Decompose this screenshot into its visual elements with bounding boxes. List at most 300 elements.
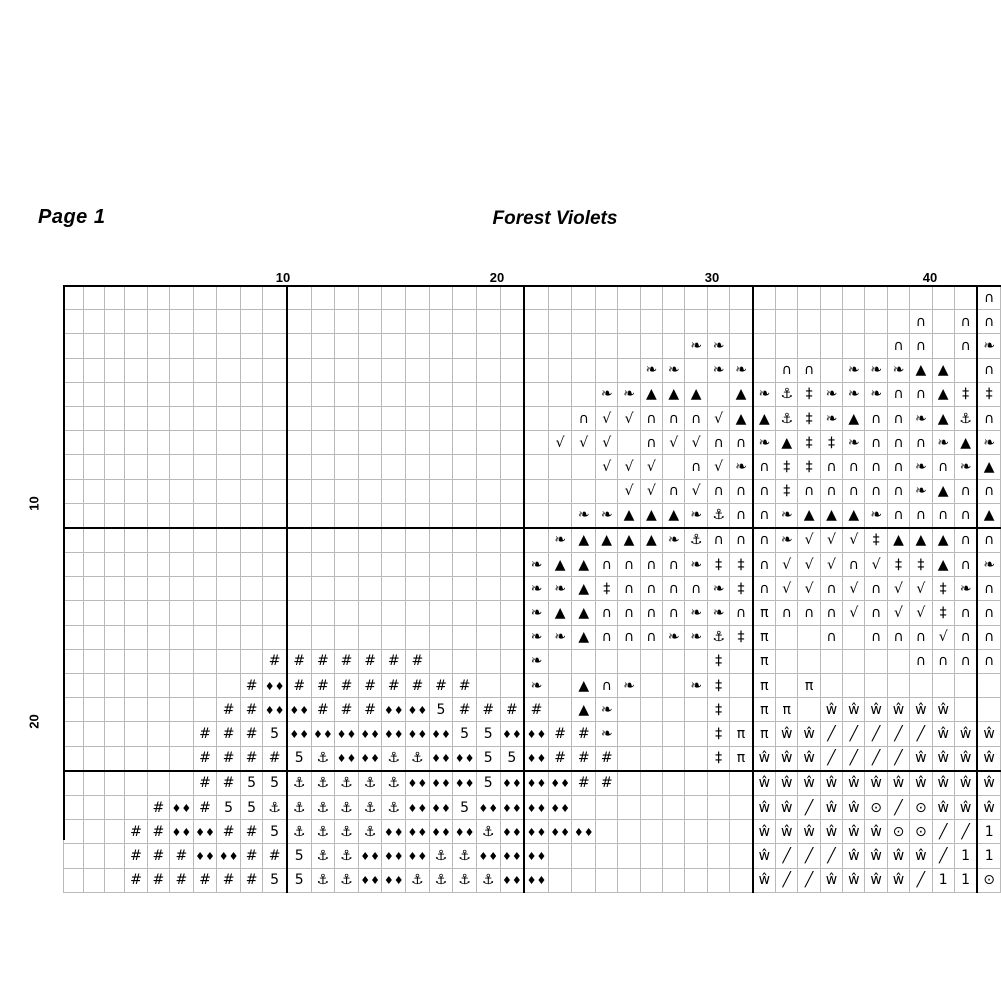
chart-cell-pi[interactable] xyxy=(753,649,776,673)
chart-cell-what[interactable] xyxy=(977,746,1000,771)
chart-cell-what[interactable] xyxy=(753,771,776,796)
chart-cell-empty[interactable] xyxy=(64,698,84,722)
chart-cell-tri[interactable] xyxy=(663,382,685,406)
chart-cell-dots[interactable] xyxy=(524,820,548,844)
chart-cell-empty[interactable] xyxy=(104,795,124,819)
chart-cell-hash[interactable] xyxy=(263,746,287,771)
chart-cell-hash[interactable] xyxy=(335,674,359,698)
chart-cell-dots[interactable] xyxy=(263,674,287,698)
chart-cell-what[interactable] xyxy=(887,844,909,868)
chart-cell-what[interactable] xyxy=(798,820,820,844)
chart-cell-empty[interactable] xyxy=(663,286,685,310)
chart-cell-empty[interactable] xyxy=(147,358,169,382)
chart-cell-empty[interactable] xyxy=(311,577,335,601)
chart-cell-hash[interactable] xyxy=(170,868,194,892)
chart-cell-empty[interactable] xyxy=(263,406,287,430)
chart-cell-empty[interactable] xyxy=(335,382,359,406)
chart-cell-empty[interactable] xyxy=(125,553,147,577)
chart-cell-hash[interactable] xyxy=(572,746,596,771)
chart-cell-dagger[interactable] xyxy=(596,577,618,601)
chart-cell-what[interactable] xyxy=(977,795,1000,819)
chart-cell-empty[interactable] xyxy=(125,577,147,601)
chart-cell-anchor[interactable] xyxy=(287,771,311,796)
chart-cell-empty[interactable] xyxy=(84,577,104,601)
chart-cell-empty[interactable] xyxy=(618,844,640,868)
chart-cell-arch[interactable] xyxy=(954,553,977,577)
chart-cell-dots[interactable] xyxy=(382,698,406,722)
chart-cell-what[interactable] xyxy=(798,771,820,796)
chart-cell-dagger[interactable] xyxy=(798,455,820,479)
chart-cell-what[interactable] xyxy=(932,771,954,796)
chart-cell-empty[interactable] xyxy=(865,674,887,698)
chart-cell-empty[interactable] xyxy=(170,358,194,382)
chart-cell-arch[interactable] xyxy=(753,577,776,601)
chart-cell-empty[interactable] xyxy=(170,553,194,577)
chart-cell-empty[interactable] xyxy=(382,577,406,601)
chart-cell-empty[interactable] xyxy=(548,649,572,673)
chart-cell-dagger[interactable] xyxy=(707,674,729,698)
chart-cell-leaf[interactable] xyxy=(887,358,909,382)
chart-cell-empty[interactable] xyxy=(287,479,311,503)
chart-cell-empty[interactable] xyxy=(217,674,241,698)
chart-cell-empty[interactable] xyxy=(193,310,217,334)
chart-cell-empty[interactable] xyxy=(865,286,887,310)
chart-cell-empty[interactable] xyxy=(382,334,406,358)
chart-cell-arch[interactable] xyxy=(977,649,1000,673)
chart-cell-dots[interactable] xyxy=(572,820,596,844)
chart-cell-pi[interactable] xyxy=(776,698,798,722)
chart-cell-empty[interactable] xyxy=(104,577,124,601)
chart-cell-arch[interactable] xyxy=(753,455,776,479)
chart-cell-leaf[interactable] xyxy=(977,334,1000,358)
chart-cell-leaf[interactable] xyxy=(954,577,977,601)
chart-cell-dots[interactable] xyxy=(476,844,500,868)
chart-cell-empty[interactable] xyxy=(147,771,169,796)
chart-cell-empty[interactable] xyxy=(685,771,707,796)
chart-cell-empty[interactable] xyxy=(335,479,359,503)
chart-cell-arch[interactable] xyxy=(685,577,707,601)
chart-cell-anchor[interactable] xyxy=(335,844,359,868)
chart-cell-arch[interactable] xyxy=(753,553,776,577)
chart-cell-empty[interactable] xyxy=(663,334,685,358)
chart-cell-empty[interactable] xyxy=(798,625,820,649)
chart-cell-empty[interactable] xyxy=(476,310,500,334)
chart-cell-empty[interactable] xyxy=(311,334,335,358)
chart-cell-empty[interactable] xyxy=(358,286,382,310)
chart-cell-tri[interactable] xyxy=(685,382,707,406)
chart-cell-empty[interactable] xyxy=(406,431,430,455)
chart-cell-empty[interactable] xyxy=(596,334,618,358)
chart-cell-empty[interactable] xyxy=(64,553,84,577)
chart-cell-arch[interactable] xyxy=(820,601,842,625)
chart-cell-anchor[interactable] xyxy=(382,795,406,819)
chart-cell-hash[interactable] xyxy=(125,868,147,892)
chart-cell-empty[interactable] xyxy=(707,310,729,334)
chart-cell-empty[interactable] xyxy=(125,358,147,382)
chart-cell-empty[interactable] xyxy=(429,553,453,577)
chart-cell-tri[interactable] xyxy=(753,406,776,430)
chart-cell-five[interactable] xyxy=(263,868,287,892)
chart-cell-empty[interactable] xyxy=(64,406,84,430)
chart-cell-tri[interactable] xyxy=(572,528,596,553)
chart-cell-anchor[interactable] xyxy=(358,771,382,796)
chart-cell-empty[interactable] xyxy=(843,649,865,673)
chart-cell-empty[interactable] xyxy=(335,528,359,553)
chart-cell-leaf[interactable] xyxy=(524,577,548,601)
chart-cell-empty[interactable] xyxy=(685,649,707,673)
chart-cell-empty[interactable] xyxy=(125,334,147,358)
chart-cell-arch[interactable] xyxy=(910,625,932,649)
chart-cell-empty[interactable] xyxy=(335,358,359,382)
chart-cell-slash[interactable] xyxy=(798,795,820,819)
chart-cell-empty[interactable] xyxy=(170,577,194,601)
chart-cell-empty[interactable] xyxy=(618,431,640,455)
chart-cell-hash[interactable] xyxy=(429,674,453,698)
chart-cell-arch[interactable] xyxy=(887,382,909,406)
chart-cell-dots[interactable] xyxy=(382,820,406,844)
chart-cell-anchor[interactable] xyxy=(311,746,335,771)
chart-cell-arch[interactable] xyxy=(596,601,618,625)
chart-cell-empty[interactable] xyxy=(406,310,430,334)
chart-cell-leaf[interactable] xyxy=(932,431,954,455)
chart-cell-empty[interactable] xyxy=(382,382,406,406)
chart-cell-hash[interactable] xyxy=(406,674,430,698)
chart-cell-arch[interactable] xyxy=(663,553,685,577)
chart-cell-empty[interactable] xyxy=(311,455,335,479)
chart-cell-empty[interactable] xyxy=(406,479,430,503)
chart-cell-empty[interactable] xyxy=(954,698,977,722)
chart-cell-empty[interactable] xyxy=(311,528,335,553)
chart-cell-empty[interactable] xyxy=(147,577,169,601)
chart-cell-empty[interactable] xyxy=(64,771,84,796)
chart-cell-empty[interactable] xyxy=(104,698,124,722)
chart-cell-empty[interactable] xyxy=(240,503,262,528)
chart-cell-anchor[interactable] xyxy=(707,625,729,649)
chart-cell-hash[interactable] xyxy=(147,795,169,819)
chart-cell-arch[interactable] xyxy=(730,528,753,553)
chart-cell-empty[interactable] xyxy=(476,479,500,503)
chart-cell-hash[interactable] xyxy=(240,844,262,868)
chart-cell-slash[interactable] xyxy=(887,795,909,819)
chart-cell-empty[interactable] xyxy=(287,358,311,382)
chart-cell-dots[interactable] xyxy=(500,795,524,819)
chart-cell-anchor[interactable] xyxy=(476,820,500,844)
chart-cell-hash[interactable] xyxy=(335,649,359,673)
chart-cell-leaf[interactable] xyxy=(685,503,707,528)
chart-cell-tri[interactable] xyxy=(572,553,596,577)
chart-cell-arch[interactable] xyxy=(798,601,820,625)
chart-cell-empty[interactable] xyxy=(193,358,217,382)
chart-cell-check[interactable] xyxy=(910,577,932,601)
chart-cell-empty[interactable] xyxy=(572,310,596,334)
chart-cell-tri[interactable] xyxy=(776,431,798,455)
chart-cell-empty[interactable] xyxy=(476,528,500,553)
chart-cell-leaf[interactable] xyxy=(685,674,707,698)
chart-cell-empty[interactable] xyxy=(125,698,147,722)
chart-cell-arch[interactable] xyxy=(954,334,977,358)
chart-cell-empty[interactable] xyxy=(524,406,548,430)
chart-cell-empty[interactable] xyxy=(382,310,406,334)
chart-cell-empty[interactable] xyxy=(84,820,104,844)
chart-cell-hash[interactable] xyxy=(240,722,262,746)
chart-cell-empty[interactable] xyxy=(125,625,147,649)
chart-cell-tri[interactable] xyxy=(843,406,865,430)
chart-cell-empty[interactable] xyxy=(64,503,84,528)
chart-cell-hash[interactable] xyxy=(240,746,262,771)
chart-cell-empty[interactable] xyxy=(125,286,147,310)
chart-cell-check[interactable] xyxy=(843,577,865,601)
chart-cell-empty[interactable] xyxy=(240,358,262,382)
chart-cell-dots[interactable] xyxy=(524,746,548,771)
chart-cell-empty[interactable] xyxy=(887,286,909,310)
chart-cell-dots[interactable] xyxy=(548,795,572,819)
chart-cell-empty[interactable] xyxy=(104,382,124,406)
chart-cell-arch[interactable] xyxy=(707,479,729,503)
chart-cell-empty[interactable] xyxy=(64,310,84,334)
chart-cell-empty[interactable] xyxy=(572,844,596,868)
chart-cell-leaf[interactable] xyxy=(524,649,548,673)
chart-cell-empty[interactable] xyxy=(524,455,548,479)
chart-cell-arch[interactable] xyxy=(798,479,820,503)
chart-cell-empty[interactable] xyxy=(524,479,548,503)
chart-cell-empty[interactable] xyxy=(104,722,124,746)
chart-cell-tri[interactable] xyxy=(932,479,954,503)
chart-cell-arch[interactable] xyxy=(640,406,662,430)
chart-cell-empty[interactable] xyxy=(776,334,798,358)
chart-cell-check[interactable] xyxy=(618,479,640,503)
chart-cell-dots[interactable] xyxy=(335,746,359,771)
chart-cell-empty[interactable] xyxy=(263,553,287,577)
chart-cell-empty[interactable] xyxy=(685,868,707,892)
chart-cell-empty[interactable] xyxy=(572,795,596,819)
chart-cell-empty[interactable] xyxy=(217,601,241,625)
chart-cell-empty[interactable] xyxy=(618,358,640,382)
chart-cell-empty[interactable] xyxy=(147,601,169,625)
chart-cell-empty[interactable] xyxy=(147,479,169,503)
chart-cell-empty[interactable] xyxy=(640,649,662,673)
chart-cell-empty[interactable] xyxy=(524,431,548,455)
chart-cell-pi[interactable] xyxy=(730,722,753,746)
chart-cell-hash[interactable] xyxy=(240,698,262,722)
chart-cell-empty[interactable] xyxy=(685,310,707,334)
chart-cell-empty[interactable] xyxy=(618,820,640,844)
chart-cell-empty[interactable] xyxy=(287,625,311,649)
chart-cell-check[interactable] xyxy=(820,553,842,577)
chart-cell-hash[interactable] xyxy=(125,844,147,868)
chart-cell-empty[interactable] xyxy=(125,310,147,334)
chart-cell-arch[interactable] xyxy=(887,455,909,479)
chart-cell-empty[interactable] xyxy=(125,746,147,771)
chart-cell-empty[interactable] xyxy=(453,431,477,455)
chart-cell-empty[interactable] xyxy=(217,455,241,479)
chart-cell-arch[interactable] xyxy=(753,503,776,528)
chart-cell-empty[interactable] xyxy=(170,286,194,310)
chart-cell-what[interactable] xyxy=(977,722,1000,746)
chart-cell-arch[interactable] xyxy=(865,455,887,479)
chart-cell-one[interactable] xyxy=(954,868,977,892)
chart-cell-empty[interactable] xyxy=(500,479,524,503)
chart-cell-arch[interactable] xyxy=(910,503,932,528)
chart-cell-hash[interactable] xyxy=(476,698,500,722)
chart-cell-dagger[interactable] xyxy=(798,406,820,430)
chart-cell-what[interactable] xyxy=(954,771,977,796)
chart-cell-empty[interactable] xyxy=(240,431,262,455)
chart-cell-hash[interactable] xyxy=(193,746,217,771)
chart-cell-empty[interactable] xyxy=(685,746,707,771)
chart-cell-dots[interactable] xyxy=(358,722,382,746)
chart-cell-empty[interactable] xyxy=(311,286,335,310)
chart-cell-empty[interactable] xyxy=(500,577,524,601)
chart-cell-five[interactable] xyxy=(240,771,262,796)
chart-cell-leaf[interactable] xyxy=(524,601,548,625)
chart-cell-empty[interactable] xyxy=(500,601,524,625)
chart-cell-empty[interactable] xyxy=(548,844,572,868)
chart-cell-what[interactable] xyxy=(776,722,798,746)
chart-cell-empty[interactable] xyxy=(170,431,194,455)
chart-cell-empty[interactable] xyxy=(596,795,618,819)
chart-cell-what[interactable] xyxy=(843,771,865,796)
chart-cell-check[interactable] xyxy=(596,431,618,455)
chart-cell-dots[interactable] xyxy=(263,698,287,722)
chart-cell-empty[interactable] xyxy=(663,844,685,868)
chart-cell-empty[interactable] xyxy=(730,795,753,819)
chart-cell-anchor[interactable] xyxy=(453,844,477,868)
chart-cell-pi[interactable] xyxy=(753,601,776,625)
chart-cell-dagger[interactable] xyxy=(954,382,977,406)
chart-cell-arch[interactable] xyxy=(776,601,798,625)
chart-cell-leaf[interactable] xyxy=(618,674,640,698)
chart-cell-empty[interactable] xyxy=(84,479,104,503)
chart-cell-what[interactable] xyxy=(932,698,954,722)
chart-cell-tri[interactable] xyxy=(730,406,753,430)
chart-cell-empty[interactable] xyxy=(865,334,887,358)
chart-cell-dots[interactable] xyxy=(406,844,430,868)
chart-cell-leaf[interactable] xyxy=(596,698,618,722)
chart-cell-check[interactable] xyxy=(887,577,909,601)
chart-cell-tri[interactable] xyxy=(596,528,618,553)
chart-cell-leaf[interactable] xyxy=(548,577,572,601)
chart-cell-empty[interactable] xyxy=(147,455,169,479)
chart-cell-arch[interactable] xyxy=(663,406,685,430)
chart-cell-empty[interactable] xyxy=(572,479,596,503)
chart-cell-empty[interactable] xyxy=(640,698,662,722)
chart-cell-dots[interactable] xyxy=(548,820,572,844)
chart-cell-hash[interactable] xyxy=(125,820,147,844)
chart-cell-empty[interactable] xyxy=(707,868,729,892)
chart-cell-empty[interactable] xyxy=(193,698,217,722)
chart-cell-empty[interactable] xyxy=(707,820,729,844)
chart-cell-arch[interactable] xyxy=(618,553,640,577)
chart-cell-anchor[interactable] xyxy=(358,795,382,819)
chart-cell-what[interactable] xyxy=(753,844,776,868)
chart-cell-empty[interactable] xyxy=(358,577,382,601)
chart-cell-pi[interactable] xyxy=(753,698,776,722)
chart-cell-arch[interactable] xyxy=(865,431,887,455)
chart-cell-empty[interactable] xyxy=(382,406,406,430)
chart-cell-dots[interactable] xyxy=(429,820,453,844)
chart-cell-empty[interactable] xyxy=(382,455,406,479)
chart-cell-check[interactable] xyxy=(596,406,618,430)
chart-cell-arch[interactable] xyxy=(887,503,909,528)
chart-cell-empty[interactable] xyxy=(335,334,359,358)
chart-cell-arch[interactable] xyxy=(843,553,865,577)
chart-cell-empty[interactable] xyxy=(358,625,382,649)
chart-cell-hash[interactable] xyxy=(240,674,262,698)
chart-cell-empty[interactable] xyxy=(843,286,865,310)
chart-cell-slash[interactable] xyxy=(843,722,865,746)
chart-cell-empty[interactable] xyxy=(977,698,1000,722)
chart-cell-empty[interactable] xyxy=(358,334,382,358)
chart-cell-empty[interactable] xyxy=(640,746,662,771)
chart-cell-leaf[interactable] xyxy=(685,601,707,625)
chart-cell-tri[interactable] xyxy=(887,528,909,553)
chart-cell-arch[interactable] xyxy=(730,479,753,503)
chart-cell-empty[interactable] xyxy=(287,601,311,625)
chart-cell-leaf[interactable] xyxy=(707,334,729,358)
chart-cell-empty[interactable] xyxy=(64,649,84,673)
chart-cell-what[interactable] xyxy=(820,771,842,796)
chart-cell-empty[interactable] xyxy=(753,334,776,358)
chart-cell-anchor[interactable] xyxy=(263,795,287,819)
chart-cell-dots[interactable] xyxy=(217,844,241,868)
chart-cell-hash[interactable] xyxy=(217,698,241,722)
chart-cell-empty[interactable] xyxy=(453,649,477,673)
chart-cell-dots[interactable] xyxy=(287,698,311,722)
chart-cell-empty[interactable] xyxy=(776,286,798,310)
chart-cell-empty[interactable] xyxy=(640,722,662,746)
chart-cell-check[interactable] xyxy=(776,553,798,577)
chart-cell-empty[interactable] xyxy=(104,868,124,892)
chart-cell-empty[interactable] xyxy=(125,722,147,746)
chart-cell-empty[interactable] xyxy=(193,649,217,673)
chart-cell-empty[interactable] xyxy=(663,674,685,698)
chart-cell-one[interactable] xyxy=(954,844,977,868)
chart-cell-dots[interactable] xyxy=(524,771,548,796)
chart-cell-hash[interactable] xyxy=(147,844,169,868)
chart-cell-hash[interactable] xyxy=(240,820,262,844)
chart-cell-empty[interactable] xyxy=(640,310,662,334)
chart-cell-anchor[interactable] xyxy=(311,795,335,819)
chart-cell-empty[interactable] xyxy=(335,406,359,430)
chart-cell-tri[interactable] xyxy=(572,601,596,625)
chart-cell-hash[interactable] xyxy=(524,698,548,722)
chart-cell-empty[interactable] xyxy=(887,310,909,334)
chart-cell-what[interactable] xyxy=(865,771,887,796)
chart-cell-dots[interactable] xyxy=(406,771,430,796)
chart-cell-arch[interactable] xyxy=(820,577,842,601)
chart-cell-empty[interactable] xyxy=(193,625,217,649)
chart-cell-leaf[interactable] xyxy=(730,358,753,382)
chart-cell-empty[interactable] xyxy=(311,625,335,649)
chart-cell-arch[interactable] xyxy=(977,577,1000,601)
chart-cell-empty[interactable] xyxy=(64,868,84,892)
chart-cell-what[interactable] xyxy=(776,820,798,844)
chart-cell-empty[interactable] xyxy=(311,406,335,430)
chart-cell-dots[interactable] xyxy=(193,820,217,844)
chart-cell-empty[interactable] xyxy=(685,795,707,819)
chart-cell-empty[interactable] xyxy=(453,601,477,625)
chart-cell-leaf[interactable] xyxy=(776,528,798,553)
chart-cell-empty[interactable] xyxy=(524,334,548,358)
chart-cell-dots[interactable] xyxy=(500,868,524,892)
chart-cell-empty[interactable] xyxy=(358,358,382,382)
chart-cell-what[interactable] xyxy=(954,795,977,819)
chart-cell-leaf[interactable] xyxy=(843,382,865,406)
chart-cell-empty[interactable] xyxy=(382,358,406,382)
chart-cell-empty[interactable] xyxy=(64,722,84,746)
chart-cell-empty[interactable] xyxy=(548,286,572,310)
chart-cell-empty[interactable] xyxy=(335,553,359,577)
